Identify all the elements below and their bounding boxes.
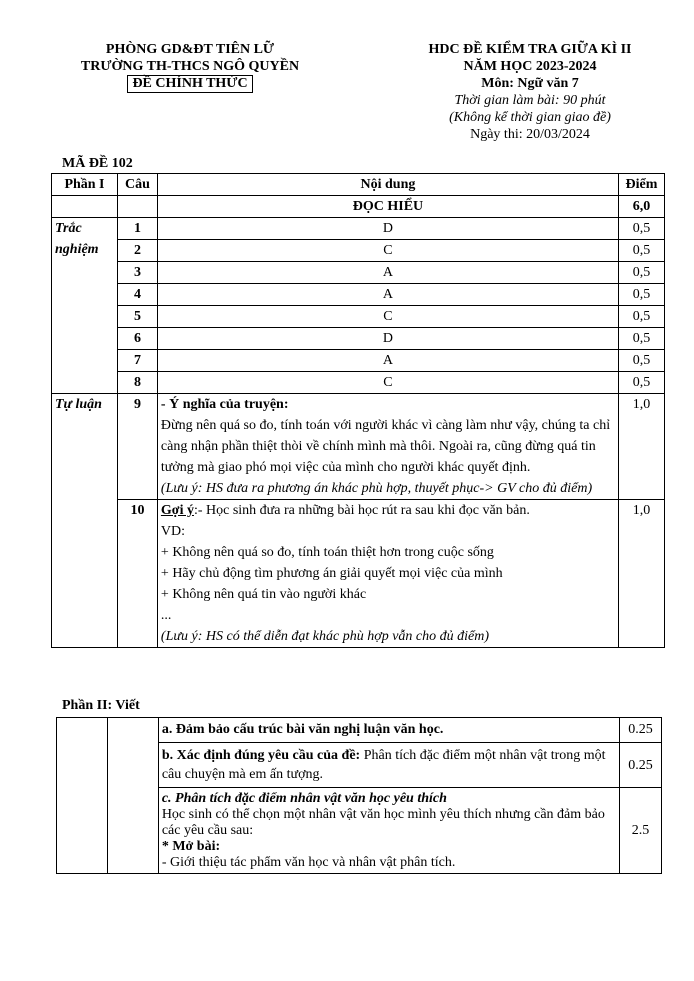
duration-note: (Không kể thời gian giao đề) bbox=[449, 110, 611, 125]
table-row bbox=[52, 240, 665, 262]
criterion-c-body: Học sinh có thể chọn một nhân vật văn học mình yêu thích nhưng cần đảm bảo các yêu cầu sau: bbox=[161, 807, 605, 838]
subject: Môn: Ngữ văn 7 bbox=[481, 76, 579, 91]
criterion-a: a. Đảm bảo cấu trúc bài văn nghị luận văn học. bbox=[161, 722, 444, 737]
answer: D bbox=[157, 328, 618, 350]
q9-note: (Lưu ý: HS đưa ra phương án khác phù hợp, thuyết phục-> GV cho đủ điểm) bbox=[160, 481, 593, 496]
col-header-question: Câu bbox=[117, 174, 157, 196]
q9-content bbox=[157, 394, 618, 500]
list-item: + Không nên quá so đo, tính toán thiệt hơn trong cuộc sống bbox=[160, 545, 494, 560]
table-row bbox=[52, 262, 665, 284]
q10-content bbox=[157, 500, 618, 648]
intro-text: - Giới thiệu tác phẩm văn học và nhân vật phân tích. bbox=[161, 855, 456, 870]
school-year: NĂM HỌC 2023-2024 bbox=[463, 59, 597, 74]
q9-title: - Ý nghĩa của truyện: bbox=[160, 397, 289, 412]
table-row bbox=[52, 372, 665, 394]
table-row bbox=[52, 284, 665, 306]
table-row bbox=[57, 718, 662, 743]
points: 0,5 bbox=[618, 328, 664, 350]
q9-body: Đừng nên quá so đo, tính toán với người khác vì càng làm như vậy, chúng ta chỉ càng nhận phần thiệt thòi về chính mình mà thôi. Ngoài ra, cũng đừng quá tin tưởng mà giao phó mọi việc của mình cho người khác quyết định. bbox=[160, 418, 611, 475]
question-number: 7 bbox=[117, 350, 157, 372]
answer: C bbox=[157, 240, 618, 262]
points: 0,5 bbox=[618, 284, 664, 306]
answer: A bbox=[157, 350, 618, 372]
exam-date: Ngày thi: 20/03/2024 bbox=[470, 127, 590, 142]
question-number: 3 bbox=[117, 262, 157, 284]
answer: D bbox=[157, 218, 618, 240]
q10-example-label: VD: bbox=[160, 524, 186, 539]
points: 0.25 bbox=[620, 718, 662, 743]
points: 2.5 bbox=[620, 788, 662, 874]
col-header-content: Nội dung bbox=[157, 174, 618, 196]
question-number: 5 bbox=[117, 306, 157, 328]
table-row bbox=[52, 306, 665, 328]
reading-label: ĐỌC HIỂU bbox=[157, 196, 618, 218]
department-name: PHÒNG GD&ĐT TIÊN LỮ bbox=[105, 42, 275, 57]
question-number: 4 bbox=[117, 284, 157, 306]
reading-row bbox=[52, 196, 665, 218]
answer: C bbox=[157, 372, 618, 394]
writing-rubric-table bbox=[56, 717, 662, 874]
criterion-c-label: c. Phân tích đặc điểm nhân vật văn học yêu thích bbox=[161, 791, 447, 806]
q10-hint-label: Gợi ý bbox=[160, 503, 194, 518]
criterion-b-label: b. Xác định đúng yêu cầu của đề: bbox=[161, 748, 361, 763]
table-row-q9 bbox=[52, 394, 665, 500]
points: 0.25 bbox=[620, 743, 662, 788]
points: 0,5 bbox=[618, 350, 664, 372]
official-stamp-text: ĐỀ CHÍNH THỨC bbox=[127, 75, 252, 93]
school-header bbox=[62, 41, 318, 93]
duration: Thời gian làm bài: 90 phút bbox=[454, 93, 606, 108]
part2-title: Phần II: Viết bbox=[62, 698, 140, 713]
intro-label: * Mở bài: bbox=[161, 839, 221, 854]
answer: C bbox=[157, 306, 618, 328]
section-essay: Tự luận bbox=[52, 394, 118, 648]
list-item: + Hãy chủ động tìm phương án giải quyết mọi việc của mình bbox=[160, 566, 503, 581]
q10-note: (Lưu ý: HS có thể diễn đạt khác phù hợp vẫn cho đủ điểm) bbox=[160, 629, 490, 644]
question-number: 2 bbox=[117, 240, 157, 262]
points: 0,5 bbox=[618, 240, 664, 262]
table-header-row bbox=[52, 174, 665, 196]
school-name: TRƯỜNG TH-THCS NGÔ QUYỀN bbox=[80, 59, 300, 74]
answer: A bbox=[157, 284, 618, 306]
section-multiple-choice: Trắc nghiệm bbox=[52, 218, 118, 394]
question-number: 1 bbox=[117, 218, 157, 240]
question-number: 10 bbox=[117, 500, 157, 648]
table-row bbox=[52, 350, 665, 372]
q10-hint-text: :- Học sinh đưa ra những bài học rút ra sau khi đọc văn bản. bbox=[193, 503, 530, 518]
question-number: 6 bbox=[117, 328, 157, 350]
exam-header bbox=[398, 41, 662, 143]
points: 0,5 bbox=[618, 218, 664, 240]
table-row bbox=[52, 218, 665, 240]
answer-table bbox=[51, 173, 665, 648]
exam-title: HDC ĐỀ KIỂM TRA GIỮA KÌ II bbox=[428, 42, 632, 57]
answer: A bbox=[157, 262, 618, 284]
col-header-points: Điểm bbox=[618, 174, 664, 196]
points: 0,5 bbox=[618, 372, 664, 394]
reading-points: 6,0 bbox=[618, 196, 664, 218]
question-number: 8 bbox=[117, 372, 157, 394]
points: 1,0 bbox=[618, 394, 664, 500]
points: 1,0 bbox=[618, 500, 664, 648]
table-row-q10 bbox=[52, 500, 665, 648]
question-number: 9 bbox=[117, 394, 157, 500]
table-row bbox=[52, 328, 665, 350]
exam-code: MÃ ĐỀ 102 bbox=[62, 156, 133, 171]
points: 0,5 bbox=[618, 306, 664, 328]
list-item: + Không nên quá tin vào người khác bbox=[160, 587, 367, 602]
points: 0,5 bbox=[618, 262, 664, 284]
list-item: ... bbox=[160, 608, 172, 623]
col-header-part: Phần I bbox=[52, 174, 118, 196]
criterion-b-text: Phân tích đặc điểm một nhân vật trong một câu chuyện mà em ấn tượng. bbox=[161, 748, 606, 782]
